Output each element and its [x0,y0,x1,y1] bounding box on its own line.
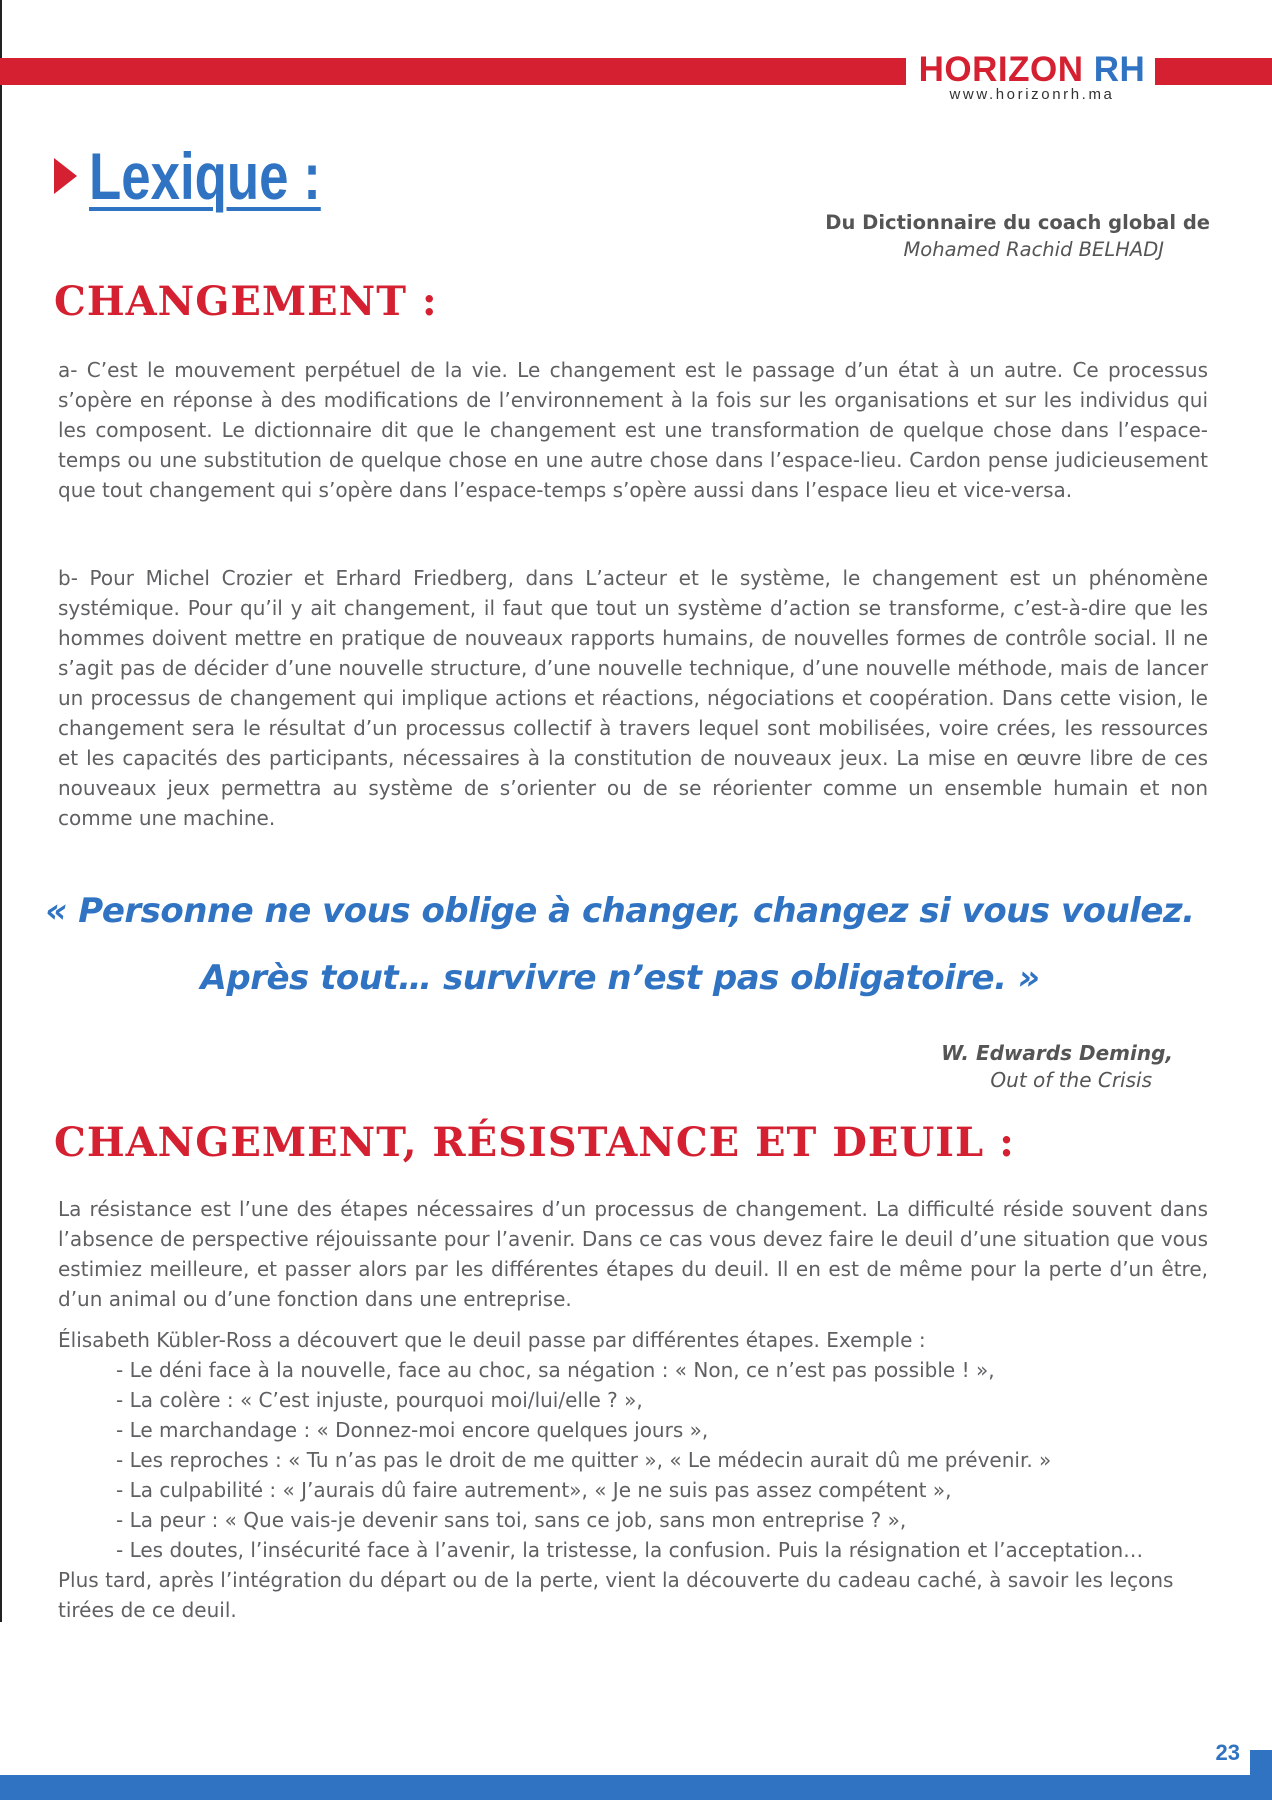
source-author: Mohamed Rachid BELHADJ [903,238,1164,261]
logo-wordmark [912,52,1152,88]
logo-word-rh: RH [1093,50,1146,89]
quote-line-1: « Personne ne vous oblige à changer, changez si vous voulez. [45,891,1195,931]
quote-work: Out of the Crisis [990,1068,1152,1092]
list-item: - Les reproches : « Tu n’as pas le droit de me quitter », « Le médecin aurait dû me prévenir. » [116,1448,1052,1472]
logo-word-horizon: HORIZON [918,50,1084,89]
stages-intro: Élisabeth Kübler-Ross a découvert que le deuil passe par différentes étapes. Exemple : [58,1328,926,1352]
footer-blue-bar [0,1775,1250,1800]
header-red-bar-right [1155,58,1272,85]
page-number: 23 [1215,1740,1240,1765]
header-red-bar-left [0,58,906,85]
source-line-1: Du Dictionnaire du coach global de [825,211,1210,234]
closing-paragraph: Plus tard, après l’intégration du départ ou de la perte, vient la découverte du cadeau caché, à savoir les leçons tirées de ce deuil. [58,1568,1174,1622]
footer-blue-tab [1250,1750,1272,1800]
left-margin-rule [0,0,2,1622]
list-item: - La culpabilité : « J’aurais dû faire autrement», « Je ne suis pas assez compétent », [116,1478,952,1502]
list-item: - La colère : « C’est injuste, pourquoi moi/lui/elle ? », [116,1388,643,1412]
logo-url: www.horizonrh.ma [949,86,1115,103]
horizon-rh-logo [912,52,1152,103]
list-item: - Le déni face à la nouvelle, face au choc, sa négation : « Non, ce n’est pas possible ! », [116,1358,995,1382]
quote-author: W. Edwards Deming, [941,1041,1173,1065]
list-item: - Le marchandage : « Donnez-moi encore quelques jours », [116,1418,709,1442]
triangle-bullet-icon [54,158,77,194]
paragraph-a: a- C’est le mouvement perpétuel de la vie. Le changement est le passage d’un état à un autre. Ce processus s’opère en réponse à des modifications de l’environnement à la fois sur les organisations et sur les individus qui les composent. Le dictionnaire dit que le changement est une transformation de quelque chose dans l’espace-temps ou une substitution de quelque chose en une autre chose dans l’espace-lieu. Cardon pense judicieusement que tout changement qui s’opère dans l’espace-temps s’opère aussi dans l’espace lieu et vice-versa. [58,358,1208,502]
quote-line-2: Après tout… survivre n’est pas obligatoire. » [200,958,1040,998]
list-item: - La peur : « Que vais-je devenir sans toi, sans ce job, sans mon entreprise ? », [116,1508,907,1532]
section-title-text: Lexique : [89,139,321,213]
heading-resistance: CHANGEMENT, RÉSISTANCE ET DEUIL : [54,1119,1015,1166]
paragraph-resistance: La résistance est l’une des étapes nécessaires d’un processus de changement. La difficulté réside souvent dans l’absence de perspective réjouissante pour l’avenir. Dans ce cas vous devez faire le deuil d’une situation que vous estimiez meilleure, et passer alors par les différentes étapes du deuil. Il en est de même pour la perte d’un être, d’un animal ou d’une fonction dans une entreprise. [58,1197,1208,1311]
section-title [54,136,379,216]
list-item: - Les doutes, l’insécurité face à l’avenir, la tristesse, la confusion. Puis la résignation et l’acceptation… [116,1538,1144,1562]
grief-stages-list [116,1355,1143,1565]
quote-attribution [941,1040,1173,1094]
heading-changement: CHANGEMENT : [54,278,438,325]
source-attribution [825,209,1210,263]
paragraph-b: b- Pour Michel Crozier et Erhard Friedberg, dans L’acteur et le système, le changement est un phénomène systémique. Pour qu’il y ait changement, il faut que tout un système d’action se transforme, c’est-à-dire que les hommes doivent mettre en pratique de nouveaux rapports humains, de nouvelles formes de contrôle social. Il ne s’agit pas de décider d’une nouvelle structure, d’une nouvelle technique, d’une nouvelle méthode, mais de lancer un processus de changement qui implique actions et réactions, négociations et coopération. Dans cette vision, le changement sera le résultat d’un processus collectif à travers lequel sont mobilisées, voire crées, les ressources et les capacités des participants, nécessaires à la constitution de nouveaux jeux. La mise en œuvre libre de ces nouveaux jeux permettra au système de s’orienter ou de se réorienter comme un ensemble humain et non comme une machine. [58,566,1208,830]
